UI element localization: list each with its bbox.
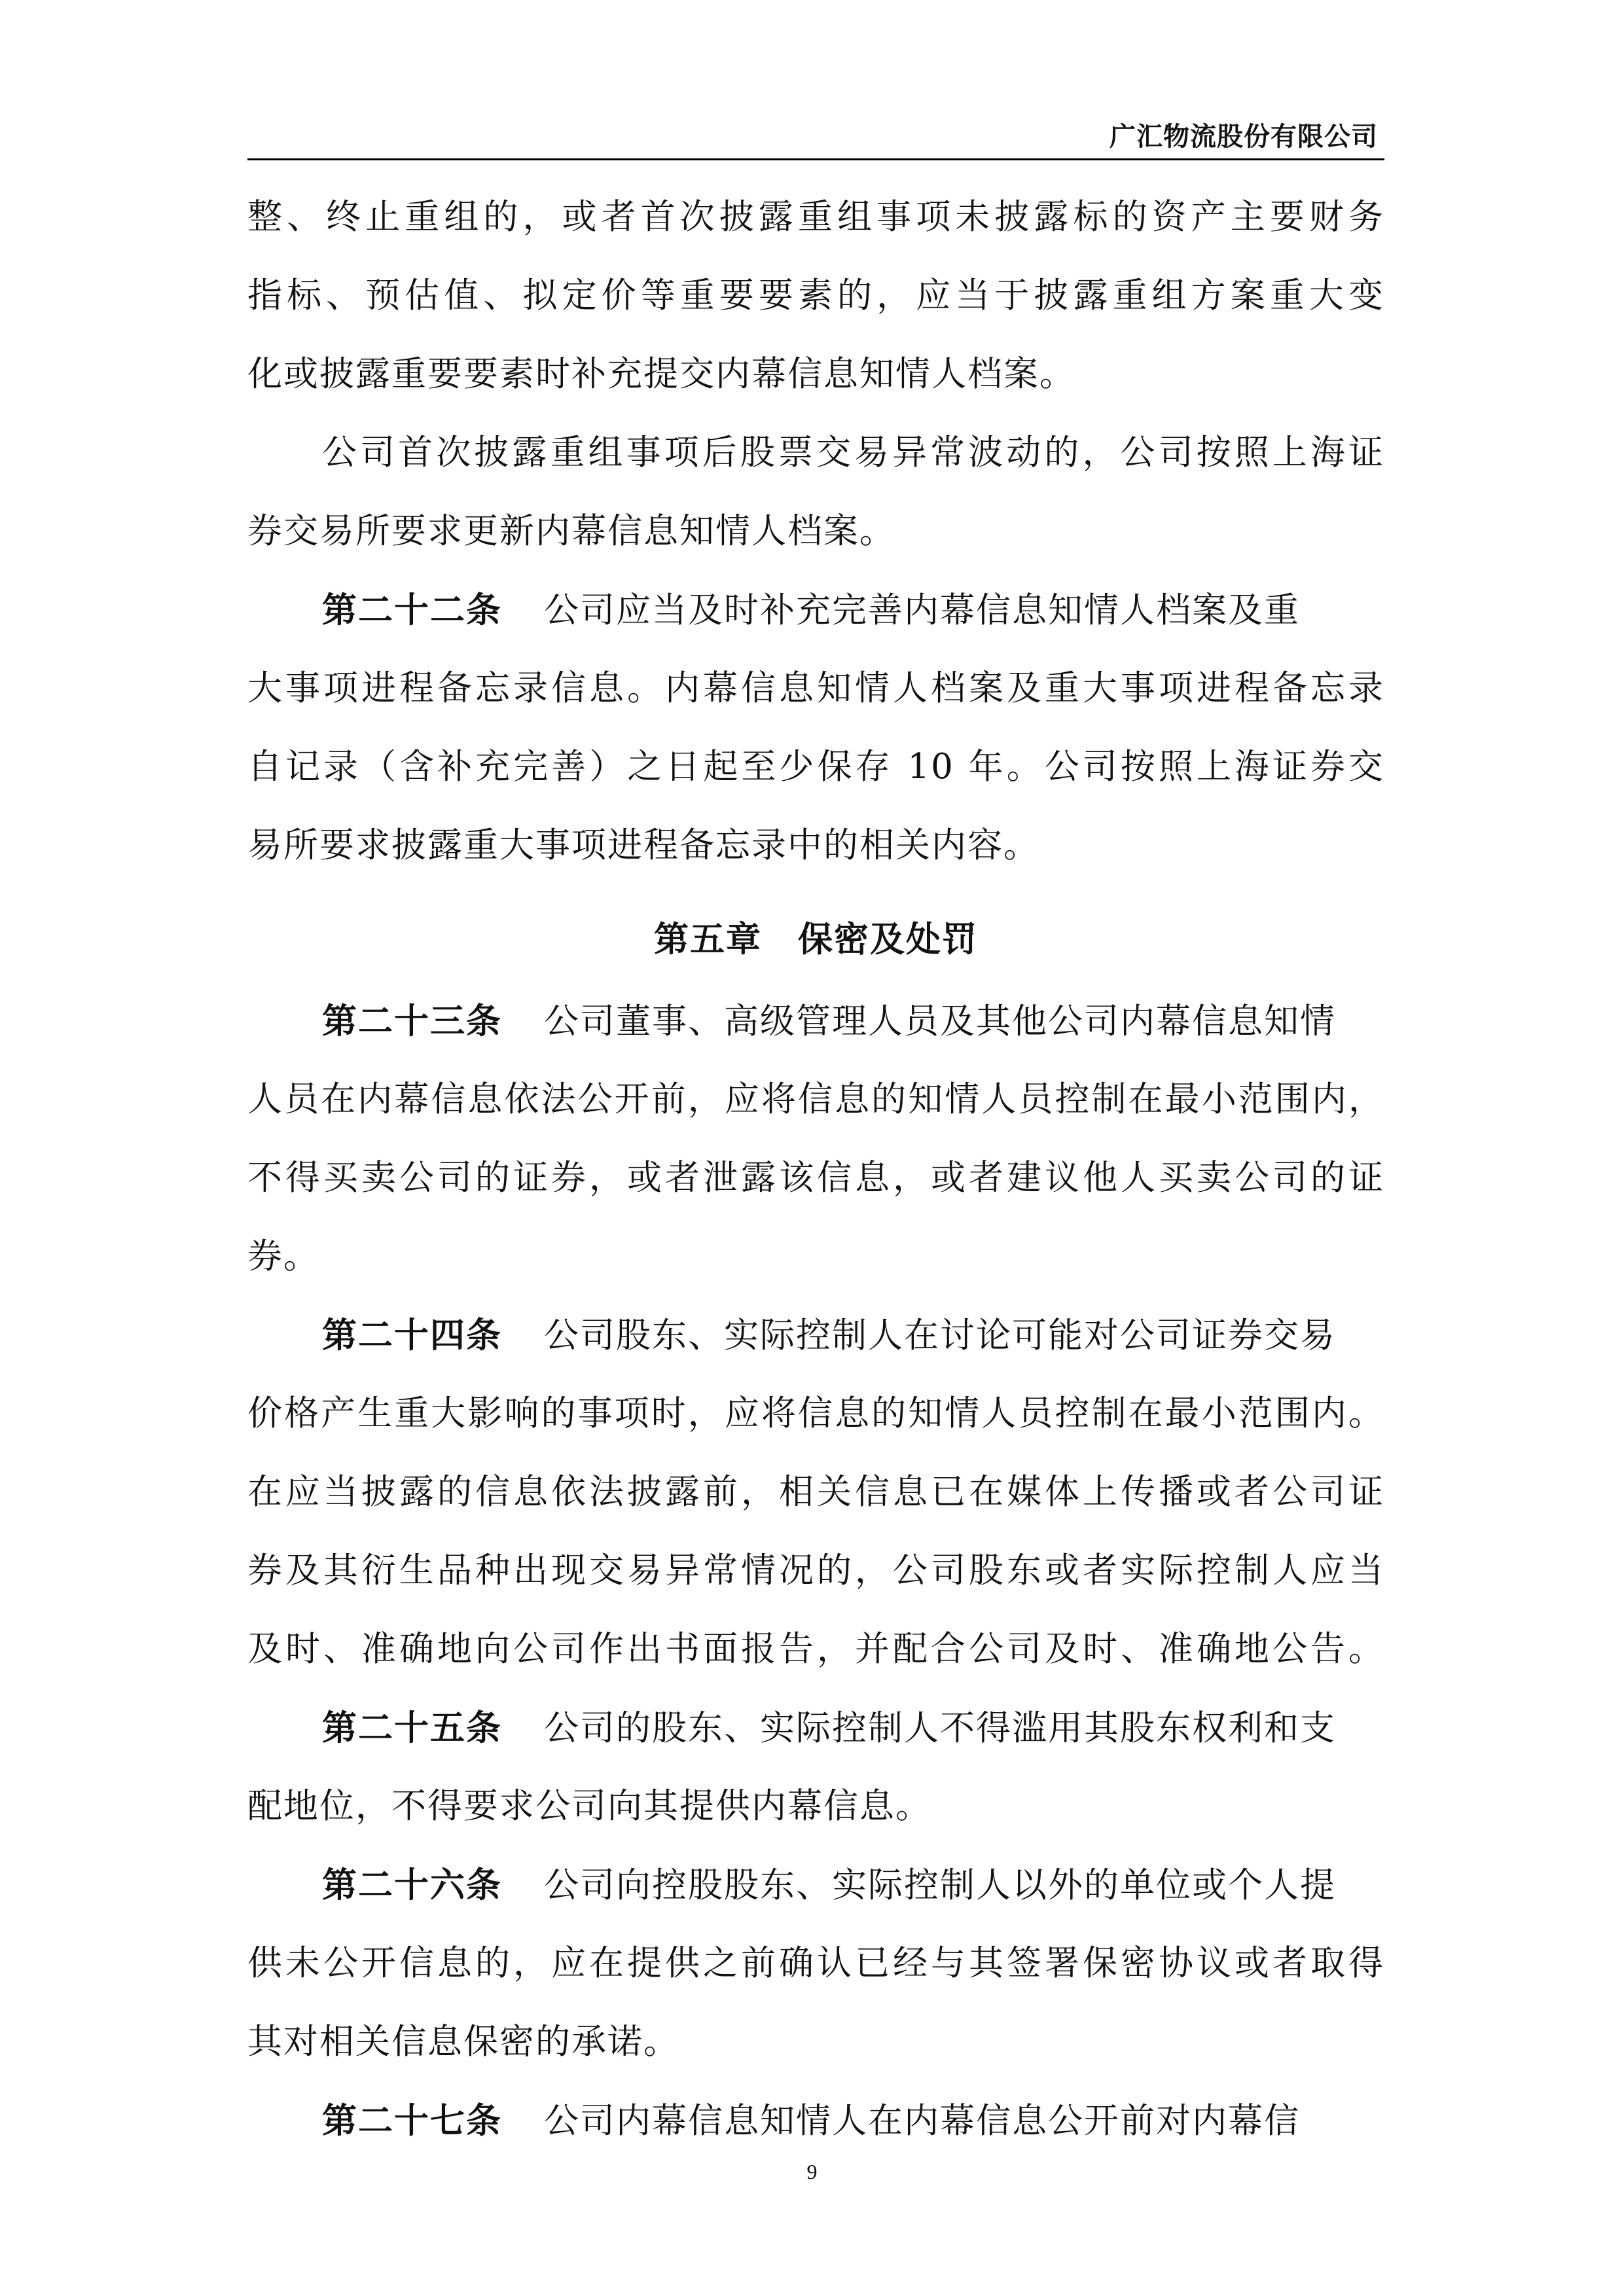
article-text: 公司的股东、实际控制人不得滥用其股东权利和支 [544,1708,1336,1748]
article-22-first-line [247,584,1384,636]
article-25-first-line [247,1702,1384,1754]
article-text: 公司内幕信息知情人在内幕信息公开前对内幕信 [544,2101,1300,2141]
body-line: 及时、准确地向公司作出书面报告，并配合公司及时、准确地公告。 [247,1629,1384,1669]
article-label: 第二十六条 [322,1865,502,1905]
body-line: 大事项进程备忘录信息。内幕信息知情人档案及重大事项进程备忘录 [247,668,1384,708]
body-line: 券交易所要求更新内幕信息知情人档案。 [247,511,895,551]
body-line: 指标、预估值、拟定价等重要要素的，应当于披露重组方案重大变 [247,276,1384,315]
article-27-first-line [247,2094,1384,2147]
page-number: 9 [806,2160,818,2183]
article-text: 公司股东、实际控制人在讨论可能对公司证券交易 [544,1316,1336,1355]
body-line: 人员在内幕信息依法公开前，应将信息的知情人员控制在最小范围内， [247,1079,1384,1119]
article-text: 公司向控股股东、实际控制人以外的单位或个人提 [544,1865,1336,1905]
body-line: 整、终止重组的，或者首次披露重组事项未披露标的资产主要财务 [247,197,1384,237]
body-line: 易所要求披露重大事项进程备忘录中的相关内容。 [247,825,1039,865]
article-label: 第二十四条 [322,1315,502,1355]
article-label: 第二十三条 [322,1001,502,1041]
article-text: 公司董事、高级管理人员及其他公司内幕信息知情 [544,1001,1336,1041]
chapter-heading: 第五章 保密及处罚 [654,919,978,960]
body-line: 公司首次披露重组事项后股票交易异常波动的，公司按照上海证 [322,433,1384,473]
body-line: 券。 [247,1236,319,1276]
body-line: 其对相关信息保密的承诺。 [247,2022,679,2062]
article-label: 第二十七条 [322,2100,502,2141]
body-line: 配地位，不得要求公司向其提供内幕信息。 [247,1786,931,1826]
article-24-first-line [247,1309,1384,1361]
page-header [247,111,1384,160]
body-line: 不得买卖公司的证券，或者泄露该信息，或者建议他人买卖公司的证 [247,1158,1384,1198]
header-company-name: 广汇物流股份有限公司 [1110,122,1378,152]
article-23-first-line [247,995,1384,1047]
body-line: 在应当披露的信息依法披露前，相关信息已在媒体上传播或者公司证 [247,1472,1384,1512]
article-label: 第二十五条 [322,1708,502,1748]
article-label: 第二十二条 [322,590,502,630]
body-line: 价格产生重大影响的事项时，应将信息的知情人员控制在最小范围内。 [247,1393,1384,1433]
body-line: 自记录（含补充完善）之日起至少保存 10 年。公司按照上海证券交 [247,747,1384,787]
body-line: 化或披露重要要素时补充提交内幕信息知情人档案。 [247,354,1075,394]
article-text: 公司应当及时补充完善内幕信息知情人档案及重 [544,590,1300,630]
body-line: 券及其衍生品种出现交易异常情况的，公司股东或者实际控制人应当 [247,1551,1384,1590]
body-line: 供未公开信息的，应在提供之前确认已经与其签署保密协议或者取得 [247,1943,1384,1983]
article-26-first-line [247,1859,1384,1911]
